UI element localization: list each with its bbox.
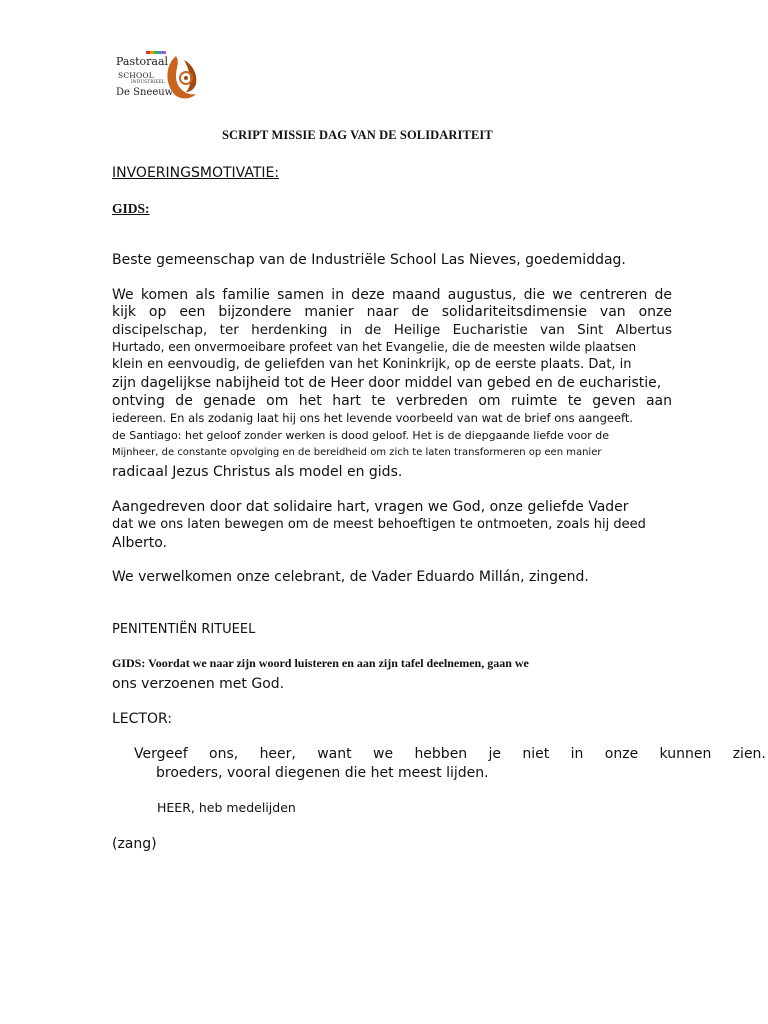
para1-line-2: kijk op een bijzondere manier naar de solidariteitsdimensie van onze	[112, 304, 672, 320]
para1-line-9: de Santiago: het geloof zonder werken is dood geloof. Het is de diepgaande liefde voor de	[112, 429, 610, 442]
lector-word: kunnen	[659, 746, 712, 762]
lector-word: ons,	[209, 746, 239, 762]
school-logo	[112, 50, 204, 102]
response-text: HEER, heb medelijden	[157, 800, 296, 815]
lector-word: hebben	[414, 746, 468, 762]
lector-word: we	[373, 746, 394, 762]
greeting-text: Beste gemeenschap van de Industriële School Las Nieves, goedemiddag.	[112, 252, 626, 268]
para1-line-1: We komen als familie samen in deze maand augustus, die we centreren de	[112, 287, 672, 303]
logo-line-3: INDUSTRIEEL	[131, 80, 165, 85]
document-title: SCRIPT MISSIE DAG VAN DE SOLIDARITEIT	[222, 128, 493, 142]
lector-word: heer,	[259, 746, 296, 762]
lector-word: je	[488, 746, 502, 762]
para2-line-2: dat we ons laten bewegen om de meest behoeftigen te ontmoeten, zoals hij deed	[112, 517, 646, 532]
para2-line-3: Alberto.	[112, 535, 167, 551]
gids-instruction: GIDS: Voordat we naar zijn woord luisteren en aan zijn tafel deelnemen, gaan we	[112, 656, 529, 670]
gids-instruction-continued: ons verzoenen met God.	[112, 676, 285, 692]
lector-word: in	[570, 746, 584, 762]
lector-word: Vergeef	[134, 746, 188, 762]
para1-line-6: zijn dagelijkse nabijheid tot de Heer door middel van gebed en de eucharistie,	[112, 375, 662, 391]
lector-label: LECTOR:	[112, 711, 173, 727]
lector-word: want	[317, 746, 352, 762]
penitential-heading: PENITENTIËN RITUEEL	[112, 622, 256, 637]
logo-emblem-icon	[162, 54, 202, 102]
logo-line-1: Pastoraal	[116, 55, 169, 68]
lector-word: onze	[604, 746, 639, 762]
zang-text: (zang)	[112, 836, 157, 852]
lector-line-2: broeders, vooral diegenen die het meest lijden.	[156, 765, 489, 781]
lector-line-1	[134, 746, 766, 762]
logo-line-4: De Sneeuw	[116, 87, 174, 98]
para3-text: We verwelkomen onze celebrant, de Vader Eduardo Millán, zingend.	[112, 569, 589, 585]
logo-line-2: SCHOOL	[118, 71, 154, 80]
para1-line-10: Mijnheer, de constante opvolging en de bereidheid om zich te laten transformeren op een manier	[112, 447, 602, 458]
heading-invoeringsmotivatie: INVOERINGSMOTIVATIE:	[112, 165, 280, 181]
para1-line-11: radicaal Jezus Christus als model en gids.	[112, 464, 403, 480]
para2-line-1: Aangedreven door dat solidaire hart, vragen we God, onze geliefde Vader	[112, 499, 629, 515]
lector-word: niet	[522, 746, 550, 762]
lector-word: zien.	[732, 746, 766, 762]
para1-line-3: discipelschap, ter herdenking in de Heilige Eucharistie van Sint Albertus	[112, 322, 672, 338]
para1-line-8: iedereen. En als zodanig laat hij ons het levende voorbeeld van wat de brief ons aangeeft.	[112, 411, 634, 425]
para1-line-5: klein en eenvoudig, de geliefden van het Koninkrijk, op de eerste plaats. Dat, in	[112, 357, 632, 372]
para1-line-7: ontving de genade om het hart te verbreden om ruimte te geven aan	[112, 393, 672, 409]
para1-line-4: Hurtado, een onvermoeibare profeet van het Evangelie, die de meesten wilde plaatsen	[112, 340, 637, 354]
gids-label: GIDS:	[112, 201, 150, 216]
